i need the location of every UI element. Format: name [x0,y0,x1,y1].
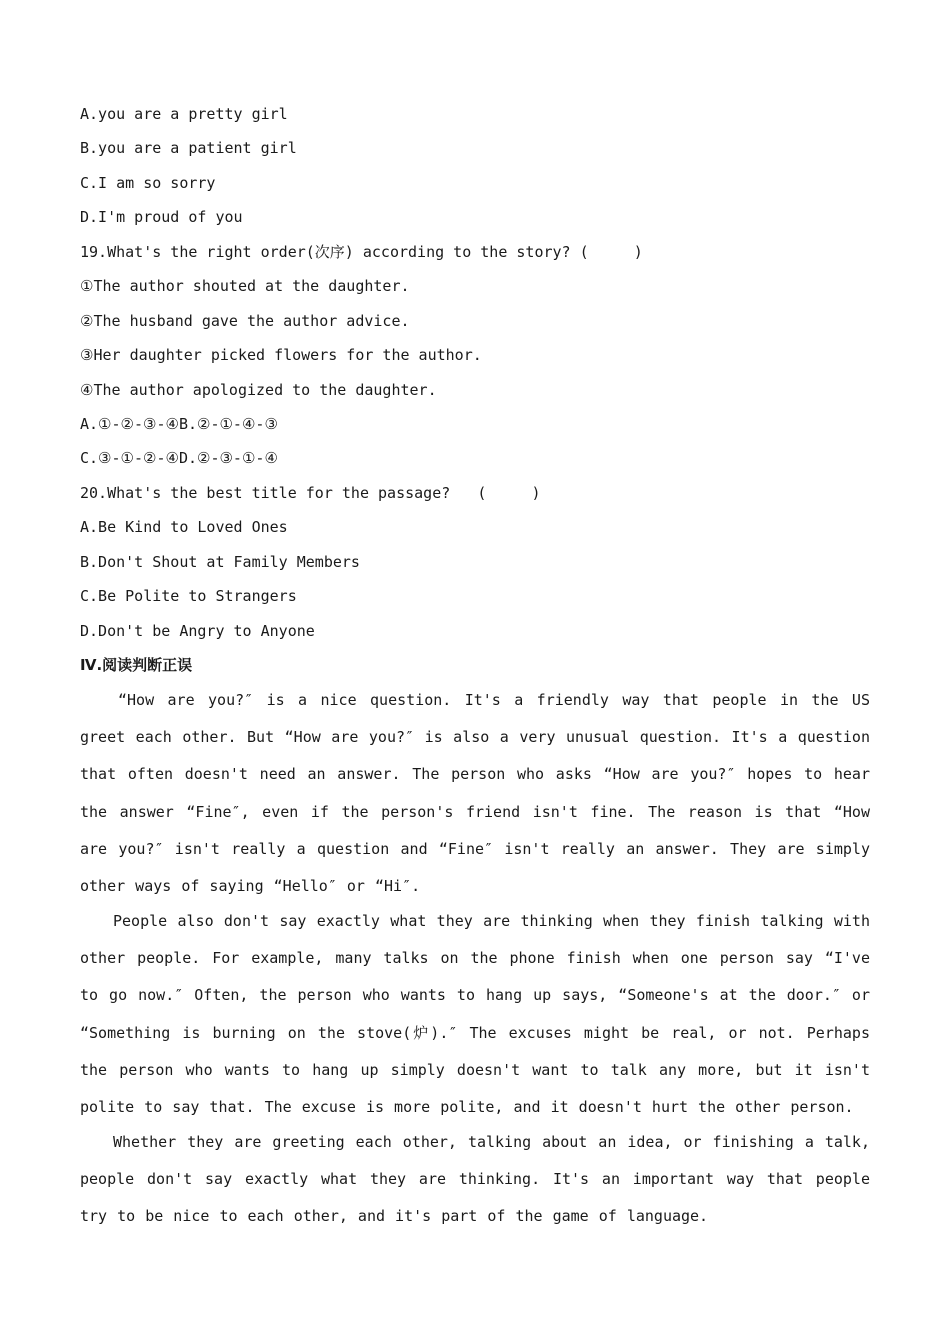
q18-option-a: A.you are a pretty girl [80,105,288,123]
q20-option-d: D.Don't be Angry to Anyone [80,622,315,640]
passage-paragraph-2: People also don't say exactly what they are thinking when they finish talking with other people. For example, many talks on the phone finish when one person say “I've to go now.″ Often, the person who wants to hang up says, “Someone's at the door.″ or “Something is burning on the stove(炉).″ The excuses might be real, or not. Perhaps the person who wants to hang up simply doesn't want to talk any more, but it isn't polite to say that. The excuse is more polite, and it doesn't hurt the other person. [80,912,870,1117]
q19-options-ab: A.①-②-③-④B.②-①-④-③ [80,415,278,433]
passage-paragraph-1: “How are you?″ is a nice question. It's a friendly way that people in the US greet each other. But “How are you?″ is also a very unusual question. It's a question that often doesn't need an answer. The person who asks “How are you?″ hopes to hear the answer “Fine″, even if the person's friend isn't fine. The reason is that “How are you?″ isn't really a question and “Fine″ isn't really an answer. They are simply other ways of saying “Hello″ or “Hi″. [80,691,870,896]
q20-option-b: B.Don't Shout at Family Members [80,553,360,571]
q19-stem: 19.What's the right order(次序) according to the story? ( ) [80,243,643,261]
q19-event-1: ①The author shouted at the daughter. [80,277,410,295]
passage-paragraph-3: Whether they are greeting each other, talking about an idea, or finishing a talk, people don't say exactly what they are thinking. It's an important way that people try to be nice to each other, and it's part of the game of language. [80,1133,870,1226]
q18-option-d: D.I'm proud of you [80,208,243,226]
q19-event-2: ②The husband gave the author advice. [80,312,410,330]
q19-event-3: ③Her daughter picked flowers for the author. [80,346,482,364]
q18-option-c: C.I am so sorry [80,174,216,192]
q19-event-4: ④The author apologized to the daughter. [80,381,437,399]
q20-stem: 20.What's the best title for the passage? ( ) [80,484,541,502]
q20-option-c: C.Be Polite to Strangers [80,587,297,605]
q20-option-a: A.Be Kind to Loved Ones [80,518,288,536]
q19-options-cd: C.③-①-②-④D.②-③-①-④ [80,449,278,467]
q18-option-b: B.you are a patient girl [80,139,297,157]
section-heading: Ⅳ.阅读判断正误 [80,656,193,674]
